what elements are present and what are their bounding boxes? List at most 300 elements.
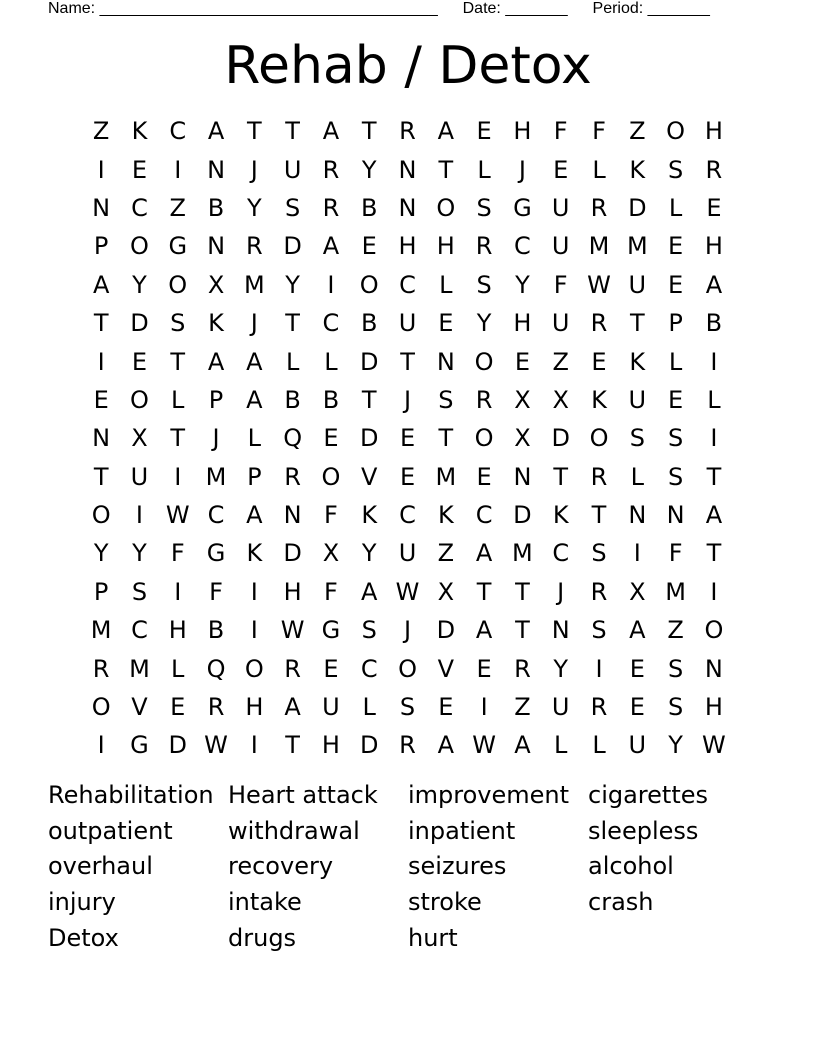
grid-letter: T — [285, 117, 300, 146]
grid-letter: K — [591, 385, 607, 414]
grid-letter: Y — [553, 654, 569, 683]
grid-letter: Y — [515, 270, 530, 299]
puzzle-title: Rehab / Detox — [224, 36, 592, 96]
grid-letter: L — [554, 731, 568, 760]
grid-letter: E — [553, 155, 569, 184]
grid-letter: D — [436, 616, 456, 645]
grid-row — [82, 534, 742, 572]
grid-letter: U — [628, 270, 647, 299]
grid-letter: N — [92, 193, 111, 222]
grid-letter: I — [250, 731, 258, 760]
grid-letter: R — [399, 117, 416, 146]
grid-letter: R — [590, 193, 608, 222]
grid-letter: F — [324, 577, 338, 606]
grid-letter: W — [472, 731, 496, 760]
grid-letter: X — [514, 385, 531, 414]
grid-letter: M — [626, 232, 648, 261]
grid-letter: T — [247, 117, 262, 146]
grid-letter: N — [551, 616, 570, 645]
grid-letter: J — [212, 424, 220, 453]
grid-letter: A — [514, 731, 531, 760]
grid-letter: D — [359, 424, 379, 453]
grid-letter: T — [515, 577, 530, 606]
grid-letter: A — [437, 117, 455, 146]
grid-letter: W — [280, 616, 305, 645]
grid-letter: U — [551, 193, 570, 222]
word-bank-item: drugs — [228, 923, 297, 952]
grid-letter: L — [324, 347, 338, 376]
grid-letter: C — [399, 501, 416, 530]
grid-letter: Y — [668, 731, 683, 760]
grid-letter: S — [361, 616, 377, 645]
grid-row — [82, 381, 742, 419]
name-field-label: Name: ______________________________________ — [48, 0, 438, 17]
grid-letter: R — [514, 654, 531, 683]
word-bank-item: alcohol — [588, 852, 674, 881]
grid-letter: E — [476, 117, 492, 146]
grid-letter: E — [399, 462, 416, 491]
grid-letter: S — [667, 155, 684, 184]
grid-letter: I — [710, 577, 718, 606]
grid-row — [82, 150, 742, 188]
grid-letter: L — [477, 155, 491, 184]
grid-letter: R — [475, 385, 493, 414]
grid-letter: S — [667, 654, 684, 683]
grid-letter: M — [665, 577, 686, 606]
grid-letter: M — [512, 539, 533, 568]
grid-letter: B — [705, 309, 723, 338]
grid-letter: R — [284, 462, 301, 491]
grid-letter: G — [321, 616, 341, 645]
grid-letter: C — [322, 309, 340, 338]
word-bank-item: overhaul — [48, 852, 153, 881]
grid-letter: R — [475, 232, 493, 261]
grid-letter: B — [360, 193, 378, 222]
grid-letter: U — [628, 385, 647, 414]
grid-letter: A — [246, 501, 263, 530]
grid-letter: L — [592, 731, 606, 760]
grid-letter: H — [704, 232, 723, 261]
grid-letter: X — [629, 577, 646, 606]
grid-letter: O — [321, 462, 341, 491]
grid-letter: K — [629, 155, 646, 184]
grid-letter: T — [706, 539, 722, 568]
word-bank-item: Rehabilitation — [48, 781, 214, 809]
grid-letter: T — [170, 424, 186, 453]
grid-letter: T — [361, 385, 377, 414]
grid-letter: R — [399, 731, 416, 760]
grid-letter: V — [131, 693, 148, 722]
grid-letter: N — [513, 462, 532, 491]
grid-row — [82, 304, 742, 342]
grid-letter: V — [437, 654, 455, 683]
grid-letter: D — [551, 424, 570, 453]
grid-letter: O — [398, 654, 417, 683]
grid-letter: O — [704, 616, 724, 645]
student-info-header — [48, 0, 748, 20]
grid-letter: W — [702, 731, 726, 760]
grid-letter: S — [629, 424, 645, 453]
grid-letter: C — [131, 193, 148, 222]
grid-letter: R — [92, 654, 110, 683]
grid-letter: L — [592, 155, 606, 184]
grid-letter: O — [589, 424, 609, 453]
grid-letter: Y — [132, 270, 147, 299]
grid-letter: A — [629, 616, 646, 645]
word-bank-item: intake — [228, 888, 302, 917]
grid-letter: M — [435, 462, 457, 491]
grid-letter: Y — [247, 193, 262, 222]
grid-letter: S — [476, 193, 492, 222]
grid-letter: U — [551, 309, 570, 338]
grid-letter: C — [399, 270, 416, 299]
grid-letter: J — [250, 309, 258, 338]
grid-letter: O — [168, 270, 188, 299]
grid-letter: F — [592, 117, 606, 146]
grid-letter: I — [97, 731, 105, 760]
grid-letter: R — [590, 462, 608, 491]
grid-letter: E — [668, 385, 684, 414]
grid-letter: A — [92, 270, 110, 299]
grid-row — [82, 726, 742, 764]
grid-letter: E — [131, 155, 148, 184]
grid-letter: H — [398, 232, 417, 261]
grid-letter: A — [705, 270, 723, 299]
word-bank-item: outpatient — [48, 816, 173, 845]
grid-letter: S — [285, 193, 301, 222]
word-bank-item: sleepless — [588, 816, 699, 845]
grid-letter: B — [284, 385, 301, 414]
grid-letter: H — [168, 616, 187, 645]
grid-letter: T — [438, 155, 454, 184]
grid-letter: K — [208, 309, 224, 338]
grid-row — [82, 688, 742, 726]
grid-letter: E — [629, 693, 645, 722]
grid-letter: W — [204, 731, 228, 760]
grid-letter: A — [284, 693, 301, 722]
grid-letter: T — [591, 501, 607, 530]
grid-letter: G — [206, 539, 226, 568]
grid-letter: Y — [132, 539, 147, 568]
grid-letter: L — [707, 385, 721, 414]
grid-letter: S — [476, 270, 492, 299]
grid-letter: F — [170, 539, 185, 568]
grid-letter: T — [706, 462, 722, 491]
grid-row — [82, 419, 742, 457]
grid-letter: A — [475, 616, 493, 645]
grid-letter: I — [327, 270, 335, 299]
grid-letter: T — [438, 424, 454, 453]
word-bank-item: crash — [588, 888, 654, 917]
grid-letter: D — [628, 193, 647, 222]
grid-letter: D — [359, 731, 379, 760]
grid-letter: R — [705, 155, 723, 184]
grid-letter: F — [553, 117, 568, 146]
grid-letter: C — [169, 117, 187, 146]
grid-letter: E — [170, 693, 186, 722]
grid-letter: Z — [629, 117, 646, 146]
grid-letter: T — [361, 117, 377, 146]
date-field-label: Date: _______ — [462, 0, 568, 17]
grid-letter: I — [174, 577, 182, 606]
grid-letter: L — [630, 462, 644, 491]
grid-letter: E — [668, 270, 684, 299]
grid-letter: H — [513, 309, 532, 338]
grid-letter: O — [436, 193, 456, 222]
word-bank-item: improvement — [408, 781, 570, 809]
grid-row — [82, 227, 742, 265]
grid-letter: D — [359, 347, 379, 376]
grid-letter: M — [129, 654, 150, 683]
grid-letter: I — [97, 347, 105, 376]
grid-row — [82, 266, 742, 304]
grid-letter: E — [706, 193, 722, 222]
grid-letter: J — [518, 155, 526, 184]
grid-letter: I — [480, 693, 488, 722]
grid-letter: L — [285, 347, 300, 376]
grid-letter: I — [710, 347, 718, 376]
grid-letter: M — [588, 232, 610, 261]
grid-letter: P — [247, 462, 262, 491]
grid-letter: B — [360, 309, 378, 338]
grid-letter: I — [595, 654, 603, 683]
grid-letter: J — [403, 385, 412, 414]
grid-letter: Z — [92, 117, 110, 146]
grid-letter: G — [130, 731, 149, 760]
grid-letter: S — [667, 693, 684, 722]
grid-letter: Y — [285, 270, 300, 299]
grid-letter: D — [130, 309, 149, 338]
grid-letter: N — [628, 501, 647, 530]
grid-letter: B — [322, 385, 340, 414]
grid-letter: A — [437, 731, 455, 760]
grid-row — [82, 496, 742, 534]
grid-letter: E — [476, 654, 492, 683]
grid-letter: R — [245, 232, 263, 261]
period-field-label: Period: _______ — [592, 0, 710, 17]
grid-letter: E — [629, 654, 645, 683]
grid-letter: C — [207, 501, 225, 530]
grid-letter: R — [284, 654, 301, 683]
grid-letter: Z — [667, 616, 684, 645]
grid-letter: N — [207, 232, 226, 261]
grid-letter: X — [437, 577, 455, 606]
grid-letter: O — [244, 654, 264, 683]
grid-letter: K — [552, 501, 569, 530]
grid-letter: S — [591, 616, 607, 645]
grid-letter: I — [135, 501, 143, 530]
grid-letter: R — [322, 155, 340, 184]
word-bank-item — [588, 921, 768, 957]
grid-letter: K — [629, 347, 646, 376]
grid-letter: N — [666, 501, 685, 530]
grid-letter: C — [475, 501, 493, 530]
grid-letter: J — [403, 616, 412, 645]
word-bank-item: seizures — [408, 852, 507, 881]
grid-letter: X — [514, 424, 531, 453]
grid-letter: W — [395, 577, 420, 606]
grid-letter: D — [283, 232, 302, 261]
grid-letter: G — [513, 193, 532, 222]
grid-letter: C — [514, 232, 531, 261]
grid-letter: J — [557, 577, 565, 606]
grid-letter: T — [285, 309, 300, 338]
grid-letter: L — [439, 270, 453, 299]
grid-row — [82, 342, 742, 380]
grid-letter: U — [551, 232, 570, 261]
grid-letter: Q — [206, 654, 226, 683]
grid-letter: S — [399, 693, 416, 722]
grid-letter: L — [668, 193, 683, 222]
grid-letter: T — [285, 731, 300, 760]
grid-letter: I — [174, 462, 182, 491]
word-bank-item: Detox — [48, 923, 119, 952]
grid-letter: M — [243, 270, 265, 299]
grid-letter: R — [590, 693, 608, 722]
grid-letter: J — [250, 155, 258, 184]
grid-letter: E — [323, 424, 339, 453]
grid-letter: Q — [283, 424, 303, 453]
grid-letter: W — [165, 501, 190, 530]
grid-letter: B — [207, 193, 225, 222]
grid-letter: N — [704, 654, 723, 683]
grid-letter: F — [209, 577, 223, 606]
grid-row — [82, 573, 742, 611]
grid-letter: T — [553, 462, 569, 491]
grid-letter: U — [551, 693, 570, 722]
grid-letter: L — [171, 654, 185, 683]
grid-row — [82, 458, 742, 496]
grid-letter: E — [131, 347, 148, 376]
grid-letter: T — [515, 616, 530, 645]
grid-letter: Y — [93, 539, 109, 568]
grid-letter: X — [552, 385, 569, 414]
grid-letter: K — [246, 539, 263, 568]
grid-letter: M — [205, 462, 227, 491]
grid-letter: U — [628, 731, 647, 760]
grid-letter: E — [323, 654, 339, 683]
grid-letter: O — [474, 347, 494, 376]
grid-letter: G — [168, 232, 188, 261]
grid-row — [82, 611, 742, 649]
grid-letter: T — [476, 577, 492, 606]
word-bank-item: cigarettes — [588, 781, 708, 809]
grid-letter: H — [704, 693, 723, 722]
grid-letter: U — [398, 309, 417, 338]
grid-letter: S — [438, 385, 454, 414]
grid-letter: H — [436, 232, 455, 261]
grid-letter: L — [362, 693, 376, 722]
grid-letter: A — [322, 117, 340, 146]
grid-letter: I — [633, 539, 641, 568]
grid-letter: P — [668, 309, 683, 338]
grid-letter: K — [361, 501, 378, 530]
grid-letter: E — [438, 693, 454, 722]
grid-letter: P — [93, 232, 109, 261]
grid-letter: R — [590, 577, 608, 606]
grid-letter: A — [207, 117, 225, 146]
grid-letter: C — [552, 539, 570, 568]
grid-letter: N — [398, 193, 417, 222]
grid-letter: T — [170, 347, 186, 376]
grid-letter: D — [168, 731, 187, 760]
grid-letter: I — [250, 616, 258, 645]
grid-letter: U — [130, 462, 149, 491]
grid-letter: T — [629, 309, 645, 338]
grid-letter: E — [668, 232, 684, 261]
word-bank-item: stroke — [408, 888, 482, 917]
grid-letter: N — [92, 424, 111, 453]
grid-letter: S — [667, 424, 684, 453]
grid-letter: K — [131, 117, 148, 146]
grid-letter: L — [247, 424, 262, 453]
grid-letter: U — [398, 539, 417, 568]
grid-letter: P — [208, 385, 224, 414]
grid-letter: S — [667, 462, 684, 491]
grid-letter: R — [590, 309, 608, 338]
grid-letter: I — [97, 155, 105, 184]
grid-letter: C — [131, 616, 148, 645]
grid-row — [82, 112, 742, 150]
grid-letter: H — [283, 577, 302, 606]
grid-letter: I — [710, 424, 718, 453]
grid-letter: H — [704, 117, 723, 146]
grid-letter: Z — [552, 347, 569, 376]
grid-letter: X — [322, 539, 340, 568]
grid-letter: U — [283, 155, 302, 184]
grid-letter: E — [93, 385, 109, 414]
grid-letter: X — [207, 270, 225, 299]
grid-letter: H — [245, 693, 264, 722]
grid-letter: Y — [361, 539, 377, 568]
grid-letter: N — [207, 155, 226, 184]
grid-letter: O — [91, 693, 111, 722]
grid-letter: U — [322, 693, 340, 722]
grid-letter: E — [591, 347, 607, 376]
grid-letter: A — [361, 577, 378, 606]
grid-letter: S — [170, 309, 186, 338]
grid-letter: K — [437, 501, 454, 530]
grid-letter: V — [361, 462, 378, 491]
grid-letter: N — [436, 347, 455, 376]
word-bank — [48, 778, 768, 957]
grid-letter: H — [321, 731, 340, 760]
grid-letter: T — [400, 347, 415, 376]
grid-letter: M — [90, 616, 112, 645]
grid-row — [82, 189, 742, 227]
grid-letter: S — [131, 577, 148, 606]
grid-letter: O — [359, 270, 379, 299]
grid-letter: F — [668, 539, 683, 568]
grid-letter: E — [399, 424, 416, 453]
grid-letter: A — [475, 539, 493, 568]
word-bank-item: recovery — [228, 852, 334, 881]
grid-letter: F — [553, 270, 568, 299]
grid-letter: Z — [514, 693, 531, 722]
word-bank-item: hurt — [408, 923, 458, 952]
grid-letter: N — [283, 501, 302, 530]
grid-letter: P — [93, 577, 109, 606]
grid-letter: E — [438, 309, 454, 338]
grid-letter: E — [514, 347, 530, 376]
grid-letter: O — [474, 424, 494, 453]
grid-letter: A — [322, 232, 340, 261]
grid-letter: B — [207, 616, 225, 645]
grid-letter: C — [360, 654, 378, 683]
grid-letter: Y — [361, 155, 377, 184]
grid-letter: T — [93, 462, 109, 491]
grid-letter: F — [324, 501, 338, 530]
